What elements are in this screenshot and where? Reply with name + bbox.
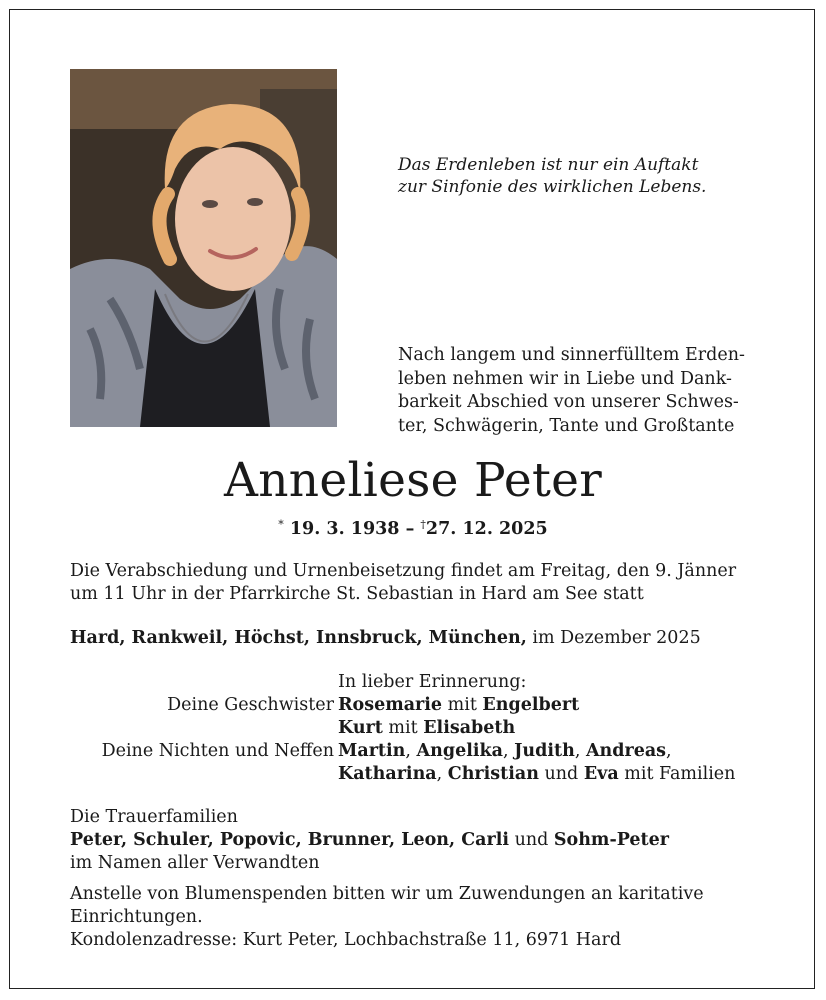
ceremony-line: Die Verabschiedung und Urnenbeisetzung findet am Freitag, den 9. Jänner [70,561,737,581]
condolence-address: Kondolenzadresse: Kurt Peter, Lochbachstraße 11, 6971 Hard [70,930,622,950]
sibling-name: Engelbert [482,695,580,715]
siblings-label: Deine Geschwister [167,695,334,715]
separator-text: , [405,741,417,761]
donation-line: Einrichtungen. [70,907,203,927]
portrait-photo [70,69,337,427]
families-names [70,829,790,852]
sibling-name: Rosemarie [338,695,443,715]
niece-nephew-name: Christian [447,764,539,784]
niece-nephew-name: Andreas [585,741,667,761]
quote-line: Das Erdenleben ist nur ein Auftakt [398,155,699,175]
life-dates [0,513,826,541]
sibling-name: Kurt [338,718,383,738]
connector-text: und [538,764,584,784]
death-date: 27. 12. 2025 [425,519,548,539]
niece-nephew-name: Katharina [338,764,437,784]
donation-line: Anstelle von Blumenspenden bitten wir um Zuwendungen an karitative [70,884,704,904]
nieces-names-line2 [338,763,735,786]
intro-line: Nach langem und sinnerfülltem Erden- [398,345,745,365]
sibling-name: Elisabeth [423,718,516,738]
family-names: Peter, Schuler, Popovic, Brunner, Leon, Carli [70,830,510,850]
connector-text: mit Familien [618,764,736,784]
siblings-names-line1 [338,694,579,717]
connector-text: mit [382,718,424,738]
intro-text [398,344,760,438]
ceremony-info [70,560,770,606]
quote-line: zur Sinfonie des wirklichen Lebens. [398,177,707,197]
nieces-names-line1 [338,740,672,763]
separator-text: , [666,741,672,761]
intro-line: ter, Schwägerin, Tante und Großtante [398,415,735,436]
families-heading: Die Trauerfamilien [70,807,238,827]
intro-line: barkeit Abschied von unserer Schwes- [398,392,739,412]
birth-date: 19. 3. 1938 [289,519,400,539]
families-footer: im Namen aller Verwandten [70,853,320,873]
place-date: im Dezember 2025 [526,628,701,648]
death-symbol: † [420,518,426,531]
niece-nephew-name: Angelika [416,741,503,761]
epitaph-quote [398,154,778,198]
niece-nephew-name: Judith [514,741,575,761]
mourning-families [70,806,790,875]
separator-text: , [574,741,586,761]
separator-text: , [502,741,515,761]
connector-text: und [509,830,554,850]
deceased-name: Anneliese Peter [223,453,603,508]
niece-nephew-name: Eva [583,764,619,784]
birth-symbol: * [278,518,284,531]
intro-line: leben nehmen wir in Liebe und Dank- [398,368,732,389]
donation-and-address [70,883,750,952]
memory-heading: In lieber Erinnerung: [338,672,527,692]
family-name-last: Sohm-Peter [553,830,669,850]
places-and-date [70,627,790,650]
nieces-label: Deine Nichten und Neffen [101,741,334,761]
niece-nephew-name: Martin [338,741,406,761]
siblings-names-line2 [338,717,515,740]
connector-text: mit [442,695,483,715]
ceremony-line: um 11 Uhr in der Pfarrkirche St. Sebastian in Hard am See statt [70,584,644,604]
date-separator: – [405,519,415,539]
separator-text: , [436,764,448,784]
places-list: Hard, Rankweil, Höchst, Innsbruck, München, [70,628,527,648]
